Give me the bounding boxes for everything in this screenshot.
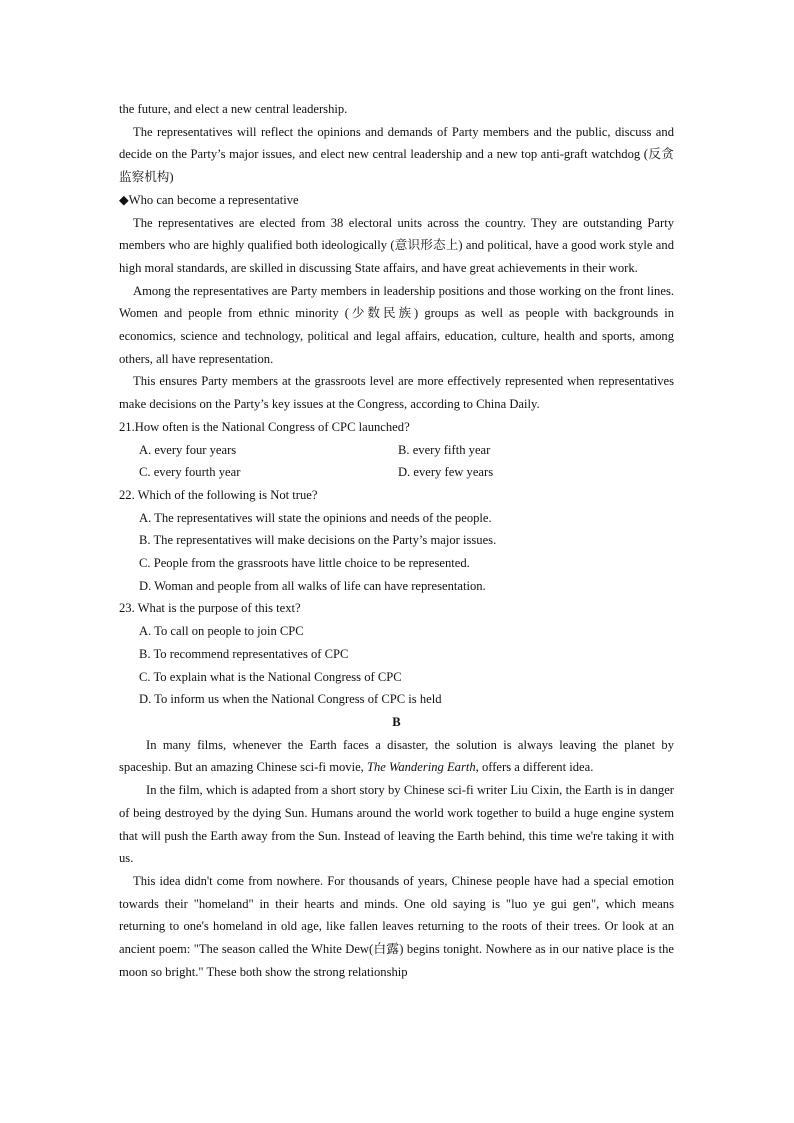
question-21-options-row-1 [119, 439, 674, 462]
question-22-stem: 22. Which of the following is Not true? [119, 487, 318, 502]
question-21-options-row-2 [119, 461, 674, 484]
question-23-stem: 23. What is the purpose of this text? [119, 601, 301, 616]
question-23-option-d: D. To inform us when the National Congress of CPC is held [139, 692, 442, 707]
question-21-stem: 21.How often is the National Congress of CPC launched? [119, 419, 410, 434]
passage-a-continuation: the future, and elect a new central leadership. [119, 102, 348, 116]
passage-a-paragraph: This ensures Party members at the grassroots level are more effectively represented when representatives make decisions on the Party’s key issues at the Congress, according to China Daily. [119, 374, 674, 412]
document-page [119, 98, 674, 983]
question-22-option-a: A. The representatives will state the opinions and needs of the people. [139, 510, 492, 525]
passage-b-p1-text: In many films, whenever the Earth faces a disaster, the solution is always leaving the planet by spaceship. But an amazing Chinese sci-fi movie, [119, 737, 674, 775]
question-22-option-b: B. The representatives will make decisions on the Party’s major issues. [139, 533, 497, 548]
question-23-option-b: B. To recommend representatives of CPC [139, 646, 349, 661]
passage-a-paragraph: Among the representatives are Party members in leadership positions and those working on the front lines. Women and people from ethnic minority (少数民族) groups as well as people with backgrounds in economics, science and technology, political and legal affairs, education, culture, health and sports, among others, all have representation. [119, 283, 674, 366]
section-heading: ◆Who can become a representative [119, 192, 299, 207]
question-21-option-b: B. every fifth year [398, 442, 491, 457]
movie-title: The Wandering Earth [366, 760, 476, 775]
question-23-option-a: A. To call on people to join CPC [139, 624, 304, 639]
question-22-option-d: D. Woman and people from all walks of life can have representation. [139, 578, 486, 593]
question-21-option-d: D. every few years [398, 465, 494, 480]
question-23-option-c: C. To explain what is the National Congress of CPC [139, 669, 402, 684]
passage-b-paragraph: This idea didn't come from nowhere. For thousands of years, Chinese people have had a special emotion towards their "homeland" in their hearts and minds. One old saying is "luo ye gui gen", which means returning to one's homeland in old age, like fallen leaves returning to the roots of their trees. Or look at an ancient poem: "The season called the White Dew(白露) begins tonight. Nowhere as in our native place is the moon so bright." These both show the strong relationship [119, 873, 674, 979]
passage-b-paragraph: In the film, which is adapted from a short story by Chinese sci-fi writer Liu Cixin, the Earth is in danger of being destroyed by the dying Sun. Humans around the world work together to build a huge engine system that will push the Earth away from the Sun. Instead of leaving the Earth behind, this time we're taking it with us. [119, 783, 674, 866]
passage-b-label: B [392, 714, 401, 729]
passage-b-paragraph [119, 734, 674, 779]
question-21-option-c: C. every fourth year [139, 465, 241, 480]
question-21-option-a: A. every four years [139, 442, 237, 457]
passage-b-p1-text-end: , offers a different idea. [475, 760, 594, 775]
passage-a-paragraph: The representatives are elected from 38 electoral units across the country. They are outstanding Party members who are highly qualified both ideologically (意识形态上) and political, have a good work style and high moral standards, are skilled in discussing State affairs, and have great achievements in their work. [119, 215, 674, 275]
question-22-option-c: C. People from the grassroots have little choice to be represented. [139, 556, 470, 571]
passage-a-paragraph: The representatives will reflect the opinions and demands of Party members and the public, discuss and decide on the Party’s major issues, and elect new central leadership and a new top anti-graft watchdog (反贪监察机构) [119, 124, 674, 185]
